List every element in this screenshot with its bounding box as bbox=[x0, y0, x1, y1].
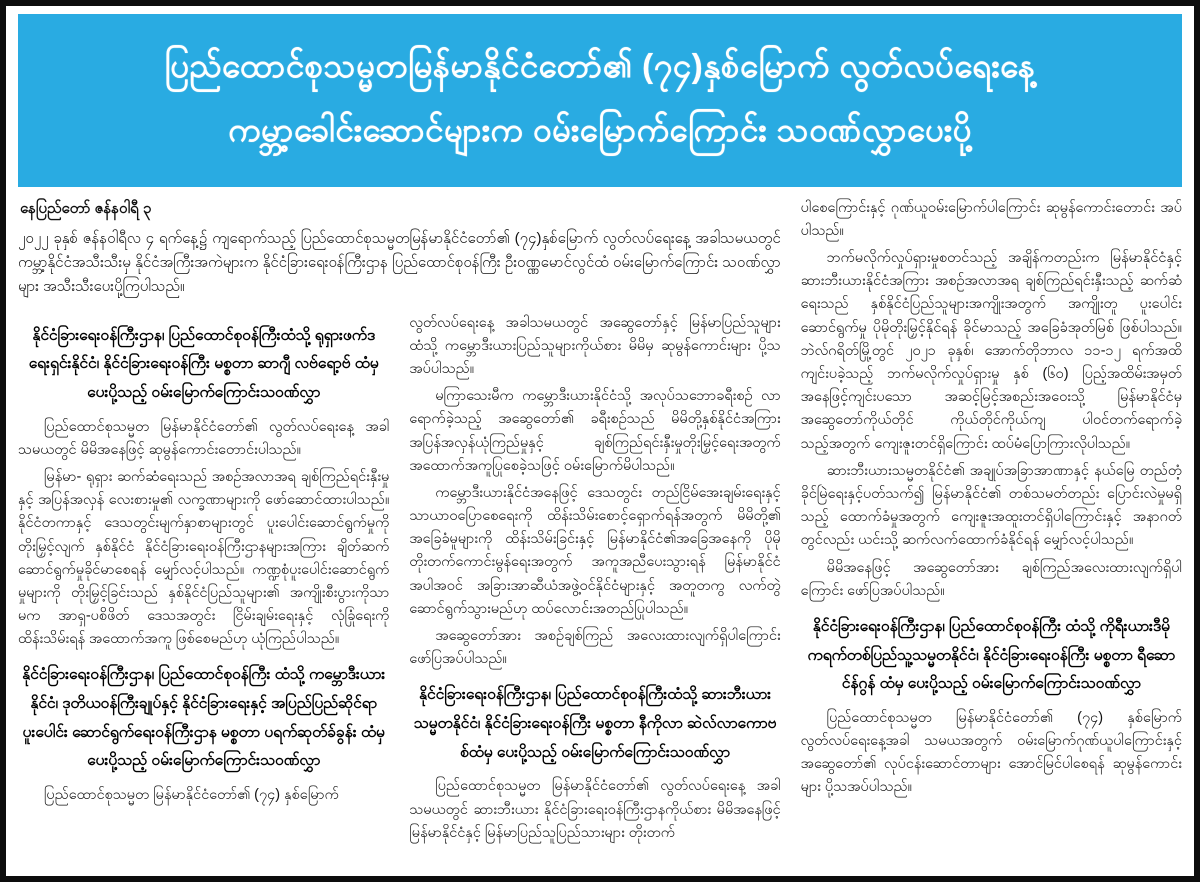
body-paragraph: မြန်မာ- ရုရှား ဆက်ဆံရေးသည် အစဉ်အလာအရ ချစ်ကြည်ရင်းနှီးမှုနှင့် အပြန်အလှန် လေးစားမှု၏ လက္ခဏာများကို ဖော်ဆောင်ထားပါသည်။ နိုင်ငံတကာနှင့် ဒေသတွင်းမျက်နှာစာများတွင် ပူးပေါင်းဆောင်ရွက်မှုကို တိုးမြှင့်လျက် နှစ်နိုင်ငံ နိုင်ငံခြားရေးဝန်ကြီးဌာနများအကြား ချိတ်ဆက်ဆောင်ရွက်မှုခိုင်မာစေရန် မျှော်လင့်ပါသည်။ ကဏ္ဍစုံပူးပေါင်းဆောင်ရွက်မှုများကို တိုးမြှင့်ခြင်းသည် နှစ်နိုင်ငံပြည်သူများ၏ အကျိုးစီးပွားကိုသာမက အာရှ-ပစိဖိတ် ဒေသအတွင်း ငြိမ်းချမ်းရေးနှင့် လုံခြုံရေးကို ထိန်းသိမ်းရန် အထောက်အကူ ဖြစ်စေမည်ဟု ယုံကြည်ပါသည်။ bbox=[18, 468, 390, 648]
body-paragraph: ပြည်ထောင်စုသမ္မတ မြန်မာနိုင်ငံတော်၏ လွတ်လပ်ရေးနေ့ အခါသမယတွင် ဆားဘီးယား နိုင်ငံခြားရေးဝန်ကြီးဌာနကိုယ်စား မိမိအနေဖြင့် မြန်မာနိုင်ငံနှင့် မြန်မာပြည်သူပြည်သားများ တိုးတက် bbox=[409, 778, 781, 841]
columns-1-2 bbox=[18, 312, 781, 849]
section-heading-cambodia: နိုင်ငံခြားရေးဝန်ကြီးဌာန၊ ပြည်ထောင်စုဝန်ကြီး ထံသို့ ကမ္ဘောဒီးယားနိုင်ငံ၊ ဒုတိယဝန်ကြီးချုပ်နှင့် နိုင်ငံခြားရေးနှင့် အပြည်ပြည်ဆိုင်ရာပူးပေါင်း ဆောင်ရွက်ရေးဝန်ကြီးဌာန မစ္စတာ ပရက်ဆုတ်ခ်ခွန်း ထံမှ ပေးပို့သည့် ဝမ်းမြောက်ကြောင်းသဝဏ်လွှာ bbox=[22, 666, 386, 770]
body-paragraph: မကြာသေးမီက ကမ္ဘောဒီးယားနိုင်ငံသို့ အလုပ်သဘောခရီးစဉ် လာရောက်ခဲ့သည့် အဆွေတော်၏ ခရီးစဉ်သည် မိမိတို့နှစ်နိုင်ငံအကြား အပြန်အလှန်ယုံကြည်မှုနှင့် ချစ်ကြည်ရင်းနှီးမှုတိုးမြှင့်ရေးအတွက် အထောက်အကူပြုစေခဲ့သဖြင့် ဝမ်းမြောက်မိပါသည်။ bbox=[409, 388, 781, 474]
section-heading-serbia: နိုင်ငံခြားရေးဝန်ကြီးဌာန၊ ပြည်ထောင်စုဝန်ကြီးထံသို့ ဆားဘီးယားသမ္မတနိုင်ငံ၊ နိုင်ငံခြားရေးဝန်ကြီး မစ္စတာ နီကိုလာ ဆဲလ်လာကောဗစ်ထံမှ ပေးပို့သည့် ဝမ်းမြောက်ကြောင်းသဝဏ်လွှာ bbox=[413, 686, 777, 761]
column-2 bbox=[409, 312, 780, 849]
section-heading-russia: နိုင်ငံခြားရေးဝန်ကြီးဌာန၊ ပြည်ထောင်စုဝန်ကြီးထံသို့ ရုရှားဖက်ဒရေးရှင်းနိုင်ငံ၊ နိုင်ငံခြားရေးဝန်ကြီး မစ္စတာ ဆာဂျီ လဗ်ရော့ဗ် ထံမှ ပေးပို့သည့် ဝမ်းမြောက်ကြောင်းသဝဏ်လွှာ bbox=[28, 326, 379, 401]
body-paragraph: ဘက်မလိုက်လှုပ်ရှားမှုစတင်သည့် အချိန်ကတည်းက မြန်မာနိုင်ငံနှင့် ဆားဘီးယားနိုင်ငံအကြား အစဉ်အလာအရ ချစ်ကြည်ရင်းနှီးသည့် ဆက်ဆံရေးသည် နှစ်နိုင်ငံပြည်သူများအကျိုးအတွက် အကျိုးတူ ပူးပေါင်းဆောင်ရွက်မှု ပိုမိုတိုးမြှင့်နိုင်ရန် ခိုင်မာသည့် အခြေခံအုတ်မြစ် ဖြစ်ပါသည်။ ဘဲလ်ဂရိတ်မြို့တွင် ၂၀၂၁ ခုနှစ်၊ အောက်တိုဘာလ ၁၁-၁၂ ရက်အထိ ကျင်းပခဲ့သည့် ဘက်မလိုက်လှုပ်ရှားမှု နှစ် (၆၀) ပြည့်အထိမ်းအမှတ်အနေဖြင့်ကျင်းပသော အဆင့်မြင့်အစည်းအဝေးသို့ မြန်မာနိုင်ငံမှ အဆွေတော်ကိုယ်တိုင် ကိုယ်တိုင်ကိုယ်ကျ ပါဝင်တက်ရောက်ခဲ့သည့်အတွက် ကျေးဇူးတင်ရှိကြောင်း ထပ်မံပြောကြားလိုပါသည်။ bbox=[800, 250, 1182, 452]
body-paragraph: ကမ္ဘောဒီးယားနိုင်ငံအနေဖြင့် ဒေသတွင်း တည်ငြိမ်အေးချမ်းရေးနှင့် သာယာဝပြောစေရေးကို ထိန်းသိမ်းစောင့်ရှောက်ရန်အတွက် မိမိတို့၏ အခြေခံမူများကို ထိန်းသိမ်းခြင်းနှင့် မြန်မာနိုင်ငံ၏အခြေအနေကို ပိုမိုတိုးတက်ကောင်းမွန်ရေးအတွက် အကူအညီပေးသွားရန် မြန်မာနိုင်ငံအပါအဝင် အခြားအာဆီယံအဖွဲ့ဝင်နိုင်ငံများနှင့် အတူတကွ လက်တွဲဆောင်ရွက်သွားမည်ဟု ထပ်လောင်းအတည်ပြုပါသည်။ bbox=[409, 484, 781, 617]
column-3 bbox=[801, 197, 1182, 804]
headline-line-2: ကမ္ဘာ့ခေါင်းဆောင်များက ဝမ်းမြောက်ကြောင်း သဝဏ်လွှာပေးပို့ bbox=[228, 111, 972, 149]
article-headline-banner bbox=[18, 14, 1182, 187]
lead-paragraph: ၂၀၂၂ ခုနှစ် ဇန်နဝါရီလ ၄ ရက်နေ့၌ ကျရောက်သည့် ပြည်ထောင်စုသမ္မတမြန်မာနိုင်ငံတော်၏ (၇၄)နှစ်မြောက် လွတ်လပ်ရေးနေ့ အခါသမယတွင် ကမ္ဘာ့နိုင်ငံအသီးသီးမှ နိုင်ငံအကြီးအကဲများက နိုင်ငံခြားရေးဝန်ကြီးဌာန ပြည်ထောင်စုဝန်ကြီး ဦးဝဏ္ဏမောင်လွင်ထံ ဝမ်းမြောက်ကြောင်း သဝဏ်လွှာများ အသီးသီးပေးပို့ကြပါသည်။ bbox=[18, 229, 781, 296]
body-paragraph: ပြည်ထောင်စုသမ္မတ မြန်မာနိုင်ငံတော်၏ (၇၄) နှစ်မြောက် လွတ်လပ်ရေးနေ့အခါ သမယအတွက် ဝမ်းမြောက်ဂုဏ်ယူပါကြောင်းနှင့် အဆွေတော်၏ လုပ်ငန်းဆောင်တာများ အောင်မြင်ပါစေရန် ဆုမွန်ကောင်းများ ပို့သအပ်ပါသည်။ bbox=[800, 709, 1182, 796]
body-paragraph: မိမိအနေဖြင့် အဆွေတော်အား ချစ်ကြည်အလေးထားလျက်ရှိပါကြောင်း ဖော်ပြအပ်ပါသည်။ bbox=[800, 559, 1182, 599]
dateline: နေပြည်တော် ဇန်နဝါရီ ၃ bbox=[20, 199, 152, 217]
headline-line-1: ပြည်ထောင်စုသမ္မတမြန်မာနိုင်ငံတော်၏ (၇၄)နှစ်မြောက် လွတ်လပ်ရေးနေ့ bbox=[164, 47, 1036, 84]
body-paragraph-continued: လွတ်လပ်ရေးနေ့ အခါသမယတွင် အဆွေတော်နှင့် မြန်မာပြည်သူများ ထံသို့ ကမ္ဘောဒီးယားပြည်သူများကိုယ်စား မိမိမှ ဆုမွန်ကောင်းများ ပို့သအပ်ပါသည်။ bbox=[409, 314, 781, 377]
body-paragraph: ပြည်ထောင်စုသမ္မတ မြန်မာနိုင်ငံတော်၏ (၇၄) နှစ်မြောက် bbox=[44, 787, 339, 804]
body-paragraph: အဆွေတော်အား အစဉ်ချစ်ကြည် အလေးထားလျက်ရှိပါကြောင်း ဖော်ပြအပ်ပါသည်။ bbox=[409, 628, 781, 668]
left-section bbox=[18, 197, 781, 849]
body-paragraph: ဆားဘီးယားသမ္မတနိုင်ငံ၏ အချုပ်အခြာအာဏာနှင့် နယ်မြေ တည်တံ့ခိုင်မြဲရေးနှင့်ပတ်သက်၍ မြန်မာနိုင်ငံ၏ တစ်သမတ်တည်း ပြောင်းလဲမှုမရှိသည့် ထောက်ခံမှုအတွက် ကျေးဇူးအထူးတင်ရှိပါကြောင်းနှင့် အနာဂတ်တွင်လည်း ယင်းသို့ ဆက်လက်ထောက်ခံနိုင်ရန် မျှော်လင့်ပါသည်။ bbox=[800, 462, 1182, 549]
body-paragraph-continued: ပါစေကြောင်းနှင့် ဂုဏ်ယူဝမ်းမြောက်ပါကြောင်း ဆုမွန်ကောင်းတောင်း အပ်ပါသည်။ bbox=[800, 199, 1182, 239]
column-1 bbox=[18, 312, 389, 812]
article-body bbox=[18, 197, 1182, 849]
section-heading-dprk: နိုင်ငံခြားရေးဝန်ကြီးဌာန၊ ပြည်ထောင်စုဝန်ကြီး ထံသို့ ကိုရီးယားဒီမိုကရက်တစ်ပြည်သူ့သမ္မတနိုင်ငံ၊ နိုင်ငံခြားရေးဝန်ကြီး မစ္စတာ ရီဆောင်န်ဂွန် ထံမှ ပေးပို့သည့် ဝမ်းမြောက်ကြောင်းသဝဏ်လွှာ bbox=[807, 617, 1176, 693]
body-paragraph: ပြည်ထောင်စုသမ္မတ မြန်မာနိုင်ငံတော်၏ လွတ်လပ်ရေးနေ့ အခါသမယတွင် မိမိအနေဖြင့် ဆုမွန်ကောင်းတောင်းပါသည်။ bbox=[18, 418, 390, 458]
